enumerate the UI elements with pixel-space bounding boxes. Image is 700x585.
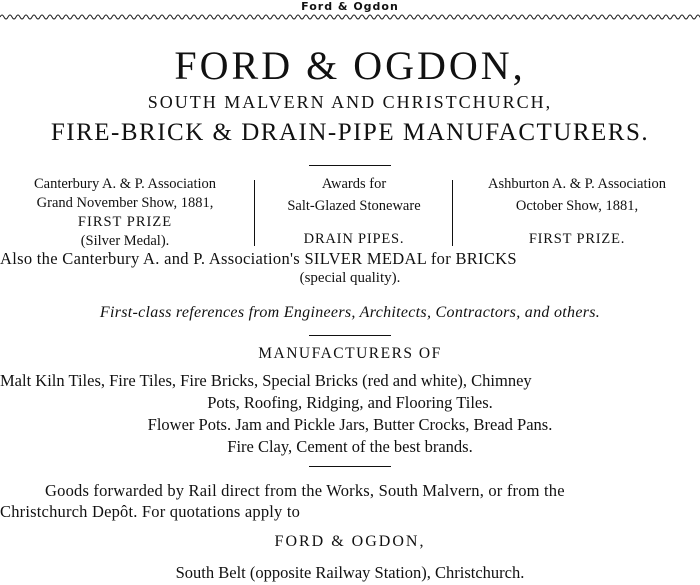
award-right-line: October Show, 1881, (515, 198, 639, 214)
running-header: Ford & Ogdon (301, 0, 399, 13)
award-left-line: Grand November Show, 1881, (36, 195, 214, 211)
award-left-line: Canterbury A. & P. Association (33, 176, 217, 192)
wavy-rule (0, 10, 700, 24)
column-divider-right (452, 180, 453, 246)
medal-line: Also the Canterbury A. and P. Association's SILVER MEDAL for BRICKS (0, 249, 517, 268)
award-left-column (0, 175, 250, 251)
short-rule-middle (309, 335, 391, 336)
award-center-line: Salt-Glazed Stoneware (287, 198, 421, 214)
award-right-line: Ashburton A. & P. Association (487, 176, 667, 192)
firm-address: South Belt (opposite Railway Station), Christchurch. (175, 563, 525, 582)
award-center-line: Awards for (321, 176, 387, 192)
products-line: Malt Kiln Tiles, Fire Tiles, Fire Bricks, Special Bricks (red and white), Chimney (0, 371, 532, 390)
column-divider-left (254, 180, 255, 246)
advert-locations: SOUTH MALVERN AND CHRISTCHURCH, (147, 92, 553, 112)
goods-line: Christchurch Depôt. For quotations apply to (0, 502, 301, 521)
short-rule-lower (309, 466, 391, 467)
manufacturers-heading: MANUFACTURERS OF (258, 345, 442, 362)
goods-line: Goods forwarded by Rail direct from the Works, South Malvern, or from the (45, 481, 565, 500)
award-right-line: FIRST PRIZE. (528, 231, 626, 247)
award-center-column (256, 175, 452, 249)
award-left-line: (Silver Medal). (80, 233, 170, 249)
award-left-line: FIRST PRIZE (77, 214, 173, 230)
products-line: Pots, Roofing, Ridging, and Flooring Tiles. (207, 393, 493, 412)
products-line: Fire Clay, Cement of the best brands. (227, 437, 473, 456)
firm-name: FORD & OGDON, (274, 533, 426, 550)
spacer (256, 216, 452, 230)
award-right-column (454, 175, 700, 249)
spacer (454, 216, 700, 230)
advert-trade: FIRE-BRICK & DRAIN-PIPE MANUFACTURERS. (50, 119, 650, 146)
medal-line-continued: (special quality). (299, 270, 401, 286)
advert-title: FORD & OGDON, (174, 43, 526, 88)
products-line: Flower Pots. Jam and Pickle Jars, Butter Crocks, Bread Pans. (147, 415, 553, 434)
award-center-line: DRAIN PIPES. (303, 231, 405, 247)
references-line: First-class references from Engineers, Architects, Contractors, and others. (99, 304, 601, 321)
short-rule-top (309, 165, 391, 166)
